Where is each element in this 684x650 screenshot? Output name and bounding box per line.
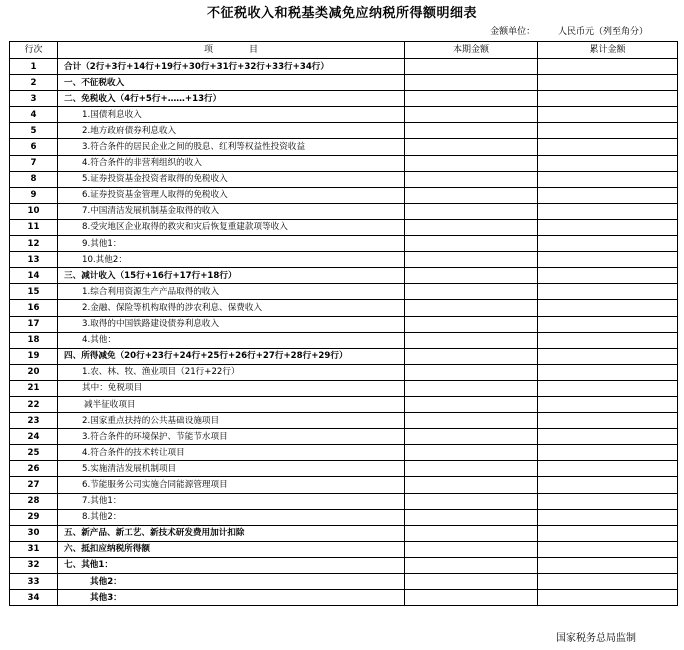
row-number: 26 <box>10 461 58 477</box>
current-amount-cell[interactable] <box>405 123 538 139</box>
row-item: 其他2： <box>58 574 405 590</box>
table-row <box>10 107 678 123</box>
row-number: 29 <box>10 509 58 525</box>
row-item: 其中：免税项目 <box>58 380 405 396</box>
current-amount-cell[interactable] <box>405 493 538 509</box>
table-row <box>10 316 678 332</box>
row-item: 4.符合条件的技术转让项目 <box>58 445 405 461</box>
row-number: 25 <box>10 445 58 461</box>
row-number: 16 <box>10 300 58 316</box>
table-row <box>10 91 678 107</box>
table-row <box>10 123 678 139</box>
accumulated-amount-cell[interactable] <box>538 348 678 364</box>
row-item: 一、不征税收入 <box>58 75 405 91</box>
row-number: 7 <box>10 155 58 171</box>
accumulated-amount-cell[interactable] <box>538 396 678 412</box>
row-number: 32 <box>10 557 58 573</box>
accumulated-amount-cell[interactable] <box>538 219 678 235</box>
table-row <box>10 574 678 590</box>
accumulated-amount-cell[interactable] <box>538 59 678 75</box>
row-number: 10 <box>10 203 58 219</box>
table-row <box>10 300 678 316</box>
row-item: 7.其他1： <box>58 493 405 509</box>
accumulated-amount-cell[interactable] <box>538 252 678 268</box>
row-number: 23 <box>10 413 58 429</box>
row-number: 20 <box>10 364 58 380</box>
table-row <box>10 219 678 235</box>
header-row <box>10 42 678 59</box>
table-row <box>10 493 678 509</box>
current-amount-cell[interactable] <box>405 477 538 493</box>
accumulated-amount-cell[interactable] <box>538 364 678 380</box>
row-number: 19 <box>10 348 58 364</box>
row-item: 减半征收项目 <box>58 396 405 412</box>
current-amount-cell[interactable] <box>405 155 538 171</box>
row-number: 4 <box>10 107 58 123</box>
table-row <box>10 59 678 75</box>
accumulated-amount-cell[interactable] <box>538 380 678 396</box>
current-amount-cell[interactable] <box>405 107 538 123</box>
row-number: 24 <box>10 429 58 445</box>
current-amount-cell[interactable] <box>405 284 538 300</box>
table-row <box>10 429 678 445</box>
row-number: 28 <box>10 493 58 509</box>
table-row <box>10 525 678 541</box>
table-row <box>10 139 678 155</box>
table-row <box>10 171 678 187</box>
header-current-amount: 本期金额 <box>405 42 538 59</box>
row-number: 17 <box>10 316 58 332</box>
current-amount-cell[interactable] <box>405 380 538 396</box>
table-row <box>10 348 678 364</box>
accumulated-amount-cell[interactable] <box>538 574 678 590</box>
row-item: 1.农、林、牧、渔业项目（21行+22行） <box>58 364 405 380</box>
table-row <box>10 413 678 429</box>
accumulated-amount-cell[interactable] <box>538 187 678 203</box>
row-item: 5.实施清洁发展机制项目 <box>58 461 405 477</box>
row-number: 1 <box>10 59 58 75</box>
current-amount-cell[interactable] <box>405 252 538 268</box>
current-amount-cell[interactable] <box>405 203 538 219</box>
row-item: 4.其他： <box>58 332 405 348</box>
accumulated-amount-cell[interactable] <box>538 155 678 171</box>
current-amount-cell[interactable] <box>405 557 538 573</box>
accumulated-amount-cell[interactable] <box>538 123 678 139</box>
row-number: 11 <box>10 219 58 235</box>
row-item: 二、免税收入（4行+5行+……+13行） <box>58 91 405 107</box>
current-amount-cell[interactable] <box>405 59 538 75</box>
accumulated-amount-cell[interactable] <box>538 203 678 219</box>
row-number: 3 <box>10 91 58 107</box>
accumulated-amount-cell[interactable] <box>538 107 678 123</box>
row-item: 其他3： <box>58 590 405 606</box>
accumulated-amount-cell[interactable] <box>538 91 678 107</box>
current-amount-cell[interactable] <box>405 332 538 348</box>
table-row <box>10 477 678 493</box>
table-row <box>10 75 678 91</box>
accumulated-amount-cell[interactable] <box>538 139 678 155</box>
accumulated-amount-cell[interactable] <box>538 509 678 525</box>
current-amount-cell[interactable] <box>405 364 538 380</box>
current-amount-cell[interactable] <box>405 236 538 252</box>
row-item: 6.节能服务公司实施合同能源管理项目 <box>58 477 405 493</box>
table-row <box>10 187 678 203</box>
accumulated-amount-cell[interactable] <box>538 541 678 557</box>
current-amount-cell[interactable] <box>405 91 538 107</box>
amount-unit <box>490 24 648 37</box>
current-amount-cell[interactable] <box>405 541 538 557</box>
row-number: 9 <box>10 187 58 203</box>
row-number: 30 <box>10 525 58 541</box>
row-item: 1.综合利用资源生产产品取得的收入 <box>58 284 405 300</box>
row-item: 8.其他2： <box>58 509 405 525</box>
table-row <box>10 155 678 171</box>
row-number: 27 <box>10 477 58 493</box>
row-number: 2 <box>10 75 58 91</box>
current-amount-cell[interactable] <box>405 268 538 284</box>
header-item: 项 目 <box>58 42 405 59</box>
row-number: 14 <box>10 268 58 284</box>
table-row <box>10 396 678 412</box>
row-number: 34 <box>10 590 58 606</box>
accumulated-amount-cell[interactable] <box>538 525 678 541</box>
row-number: 22 <box>10 396 58 412</box>
row-item: 三、减计收入（15行+16行+17行+18行） <box>58 268 405 284</box>
row-item: 5.证券投资基金投资者取得的免税收入 <box>58 171 405 187</box>
row-item: 四、所得减免（20行+23行+24行+25行+26行+27行+28行+29行） <box>58 348 405 364</box>
row-number: 31 <box>10 541 58 557</box>
current-amount-cell[interactable] <box>405 396 538 412</box>
row-item: 6.证券投资基金管理人取得的免税收入 <box>58 187 405 203</box>
amount-unit-value: 人民币元（列至角分） <box>557 27 648 37</box>
current-amount-cell[interactable] <box>405 445 538 461</box>
row-item: 2.金融、保险等机构取得的涉农利息、保费收入 <box>58 300 405 316</box>
row-item: 7.中国清洁发展机制基金取得的收入 <box>58 203 405 219</box>
row-item: 8.受灾地区企业取得的救灾和灾后恢复重建款项等收入 <box>58 219 405 235</box>
row-item: 六、抵扣应纳税所得额 <box>58 541 405 557</box>
accumulated-amount-cell[interactable] <box>538 332 678 348</box>
table-row <box>10 380 678 396</box>
table-row <box>10 590 678 606</box>
row-number: 13 <box>10 252 58 268</box>
row-item: 9.其他1： <box>58 236 405 252</box>
table-row <box>10 557 678 573</box>
accumulated-amount-cell[interactable] <box>538 171 678 187</box>
amount-unit-label: 金额单位： <box>490 27 536 37</box>
current-amount-cell[interactable] <box>405 413 538 429</box>
supervisor-note: 国家税务总局监制 <box>556 633 636 644</box>
table-row <box>10 364 678 380</box>
row-item: 3.符合条件的居民企业之间的股息、红利等权益性投资收益 <box>58 139 405 155</box>
table-row <box>10 236 678 252</box>
current-amount-cell[interactable] <box>405 525 538 541</box>
current-amount-cell[interactable] <box>405 509 538 525</box>
accumulated-amount-cell[interactable] <box>538 236 678 252</box>
accumulated-amount-cell[interactable] <box>538 284 678 300</box>
accumulated-amount-cell[interactable] <box>538 477 678 493</box>
accumulated-amount-cell[interactable] <box>538 316 678 332</box>
row-item: 1.国债利息收入 <box>58 107 405 123</box>
current-amount-cell[interactable] <box>405 348 538 364</box>
current-amount-cell[interactable] <box>405 187 538 203</box>
current-amount-cell[interactable] <box>405 461 538 477</box>
table-row <box>10 268 678 284</box>
accumulated-amount-cell[interactable] <box>538 493 678 509</box>
header-accumulated-amount: 累计金额 <box>538 42 678 59</box>
current-amount-cell[interactable] <box>405 75 538 91</box>
row-item: 2.地方政府债券利息收入 <box>58 123 405 139</box>
row-item: 3.符合条件的环境保护、节能节水项目 <box>58 429 405 445</box>
accumulated-amount-cell[interactable] <box>538 590 678 606</box>
row-item: 2.国家重点扶持的公共基础设施项目 <box>58 413 405 429</box>
current-amount-cell[interactable] <box>405 316 538 332</box>
current-amount-cell[interactable] <box>405 219 538 235</box>
table-row <box>10 203 678 219</box>
row-number: 18 <box>10 332 58 348</box>
accumulated-amount-cell[interactable] <box>538 461 678 477</box>
current-amount-cell[interactable] <box>405 300 538 316</box>
header-row-no: 行次 <box>10 42 58 59</box>
detail-table <box>9 41 678 606</box>
accumulated-amount-cell[interactable] <box>538 557 678 573</box>
current-amount-cell[interactable] <box>405 171 538 187</box>
row-item: 10.其他2： <box>58 252 405 268</box>
row-number: 33 <box>10 574 58 590</box>
table-row <box>10 332 678 348</box>
current-amount-cell[interactable] <box>405 139 538 155</box>
row-item: 合计（2行+3行+14行+19行+30行+31行+32行+33行+34行） <box>58 59 405 75</box>
current-amount-cell[interactable] <box>405 590 538 606</box>
row-number: 21 <box>10 380 58 396</box>
accumulated-amount-cell[interactable] <box>538 413 678 429</box>
row-number: 6 <box>10 139 58 155</box>
table-row <box>10 252 678 268</box>
row-item: 4.符合条件的非营利组织的收入 <box>58 155 405 171</box>
table-row <box>10 445 678 461</box>
current-amount-cell[interactable] <box>405 574 538 590</box>
table-row <box>10 541 678 557</box>
table-row <box>10 284 678 300</box>
table-row <box>10 509 678 525</box>
row-number: 12 <box>10 236 58 252</box>
row-item: 七、其他1： <box>58 557 405 573</box>
row-number: 5 <box>10 123 58 139</box>
row-item: 3.取得的中国铁路建设债券利息收入 <box>58 316 405 332</box>
accumulated-amount-cell[interactable] <box>538 445 678 461</box>
current-amount-cell[interactable] <box>405 429 538 445</box>
table-row <box>10 461 678 477</box>
form-title: 不征税收入和税基类减免应纳税所得额明细表 <box>206 6 477 21</box>
accumulated-amount-cell[interactable] <box>538 75 678 91</box>
accumulated-amount-cell[interactable] <box>538 300 678 316</box>
row-number: 8 <box>10 171 58 187</box>
accumulated-amount-cell[interactable] <box>538 429 678 445</box>
accumulated-amount-cell[interactable] <box>538 268 678 284</box>
row-number: 15 <box>10 284 58 300</box>
row-item: 五、新产品、新工艺、新技术研发费用加计扣除 <box>58 525 405 541</box>
